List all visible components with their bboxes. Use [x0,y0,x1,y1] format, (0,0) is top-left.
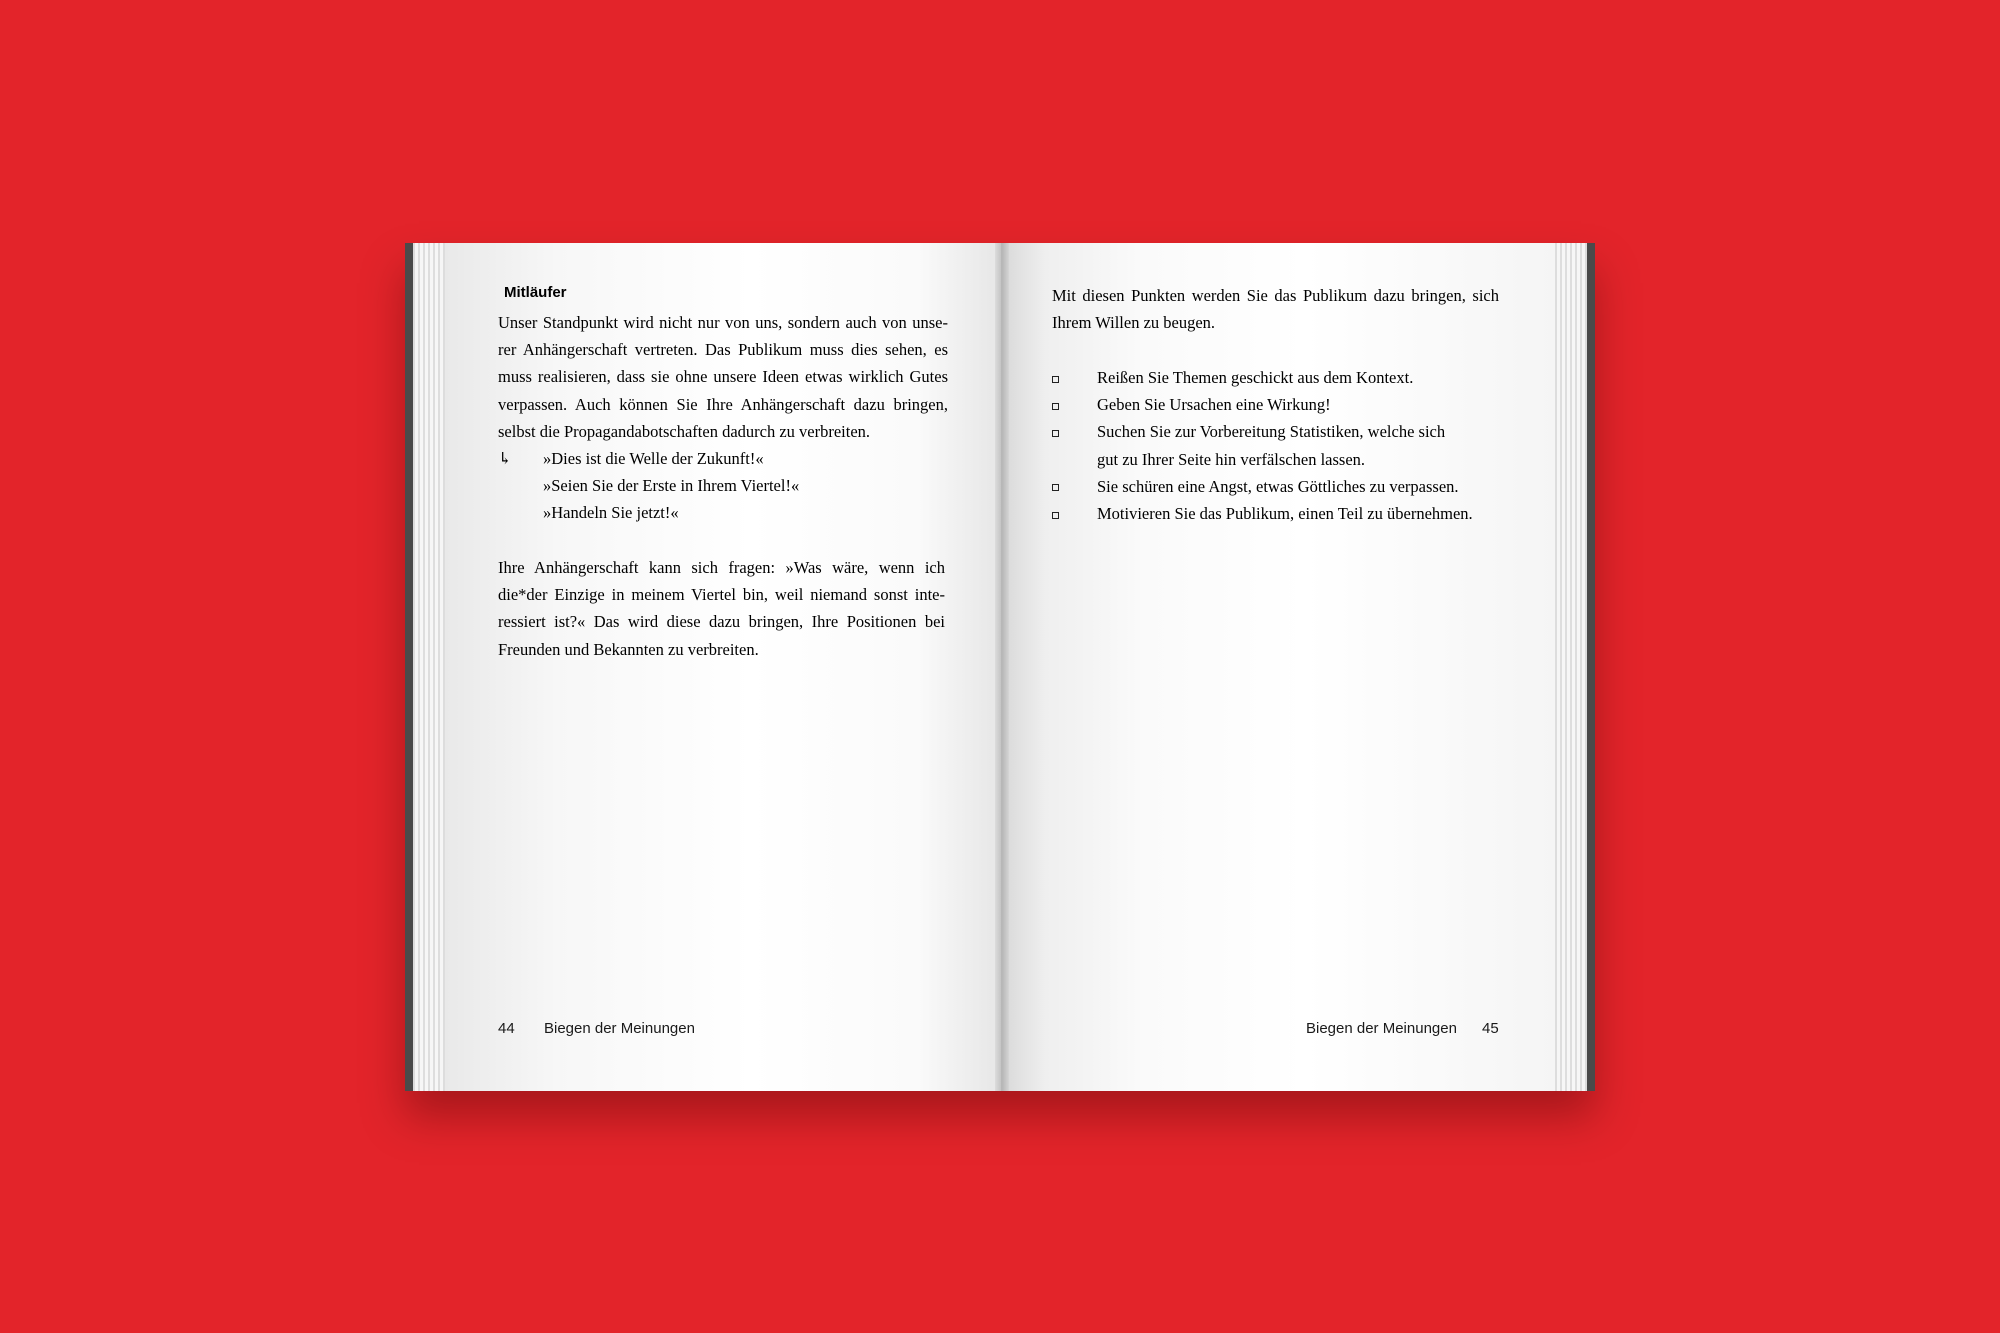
quote-list [543,445,943,527]
quote-item: »Dies ist die Welle der Zukunft!« [543,449,764,468]
bullet-item-continuation [1052,446,1502,473]
bullet-text: Motivieren Sie das Publikum, einen Teil zu übernehmen. [1097,503,1473,523]
bullet-text: Reißen Sie Themen geschickt aus dem Kontext. [1097,368,1414,387]
checkbox-square-icon [1052,376,1059,383]
right-page-number: 45 [1482,1020,1499,1037]
bullet-item [1052,364,1502,391]
bullet-item [1052,391,1502,418]
text-line: Unser Standpunkt wird nicht nur von uns, sondern auch von unse- [498,313,948,332]
bullet-text: Sie schüren eine Angst, etwas Göttliches zu verpassen. [1097,476,1459,496]
bullet-text: Geben Sie Ursachen eine Wirkung! [1097,395,1331,415]
text-line: Mit diesen Punkten werden Sie das Publikum dazu bringen, sich [1052,286,1499,305]
text-line: verpassen. Auch können Sie Ihre Anhängerschaft dazu bringen, [498,394,948,414]
text-line: selbst die Propagandabotschaften dadurch zu verbreiten. [498,421,871,441]
text-line: muss realisieren, dass sie ohne unsere Ideen etwas wirklich Gutes [498,367,948,387]
bullet-list [1052,364,1502,527]
left-paragraph-1 [498,309,948,445]
arrow-icon: ↳ [498,449,512,468]
section-heading: Mitläufer [504,284,567,301]
left-paragraph-2 [498,554,945,663]
text-line: Freunden und Bekannten zu verbreiten. [498,639,759,659]
left-page-number: 44 [498,1020,515,1037]
bullet-item [1052,418,1502,445]
text-line: Ihre Anhängerschaft kann sich fragen: »Was wäre, wenn ich [498,558,945,577]
bullet-text: gut zu Ihrer Seite hin verfälschen lassen. [1097,449,1366,469]
book-gutter [995,243,1009,1091]
text-line: rer Anhängerschaft vertreten. Das Publikum muss dies sehen, es [498,340,948,360]
checkbox-square-icon [1052,430,1059,437]
bullet-text: Suchen Sie zur Vorbereitung Statistiken, welche sich [1097,422,1446,442]
text-line: Ihrem Willen zu beugen. [1052,313,1216,333]
checkbox-square-icon [1052,484,1059,491]
text-line: die*der Einzige in meinem Viertel bin, weil niemand sonst inte- [498,585,945,605]
checkbox-square-icon [1052,403,1059,410]
bullet-item [1052,500,1502,527]
left-running-title: Biegen der Meinungen [544,1020,695,1037]
quote-item: »Seien Sie der Erste in Ihrem Viertel!« [543,476,800,496]
right-running-title: Biegen der Meinungen [1306,1020,1457,1037]
text-line: ressiert ist?« Das wird diese dazu bringen, Ihre Positionen bei [498,612,945,632]
checkbox-square-icon [1052,512,1059,519]
quote-item: »Handeln Sie jetzt!« [543,503,679,523]
bullet-item [1052,473,1502,500]
right-intro [1052,282,1499,336]
